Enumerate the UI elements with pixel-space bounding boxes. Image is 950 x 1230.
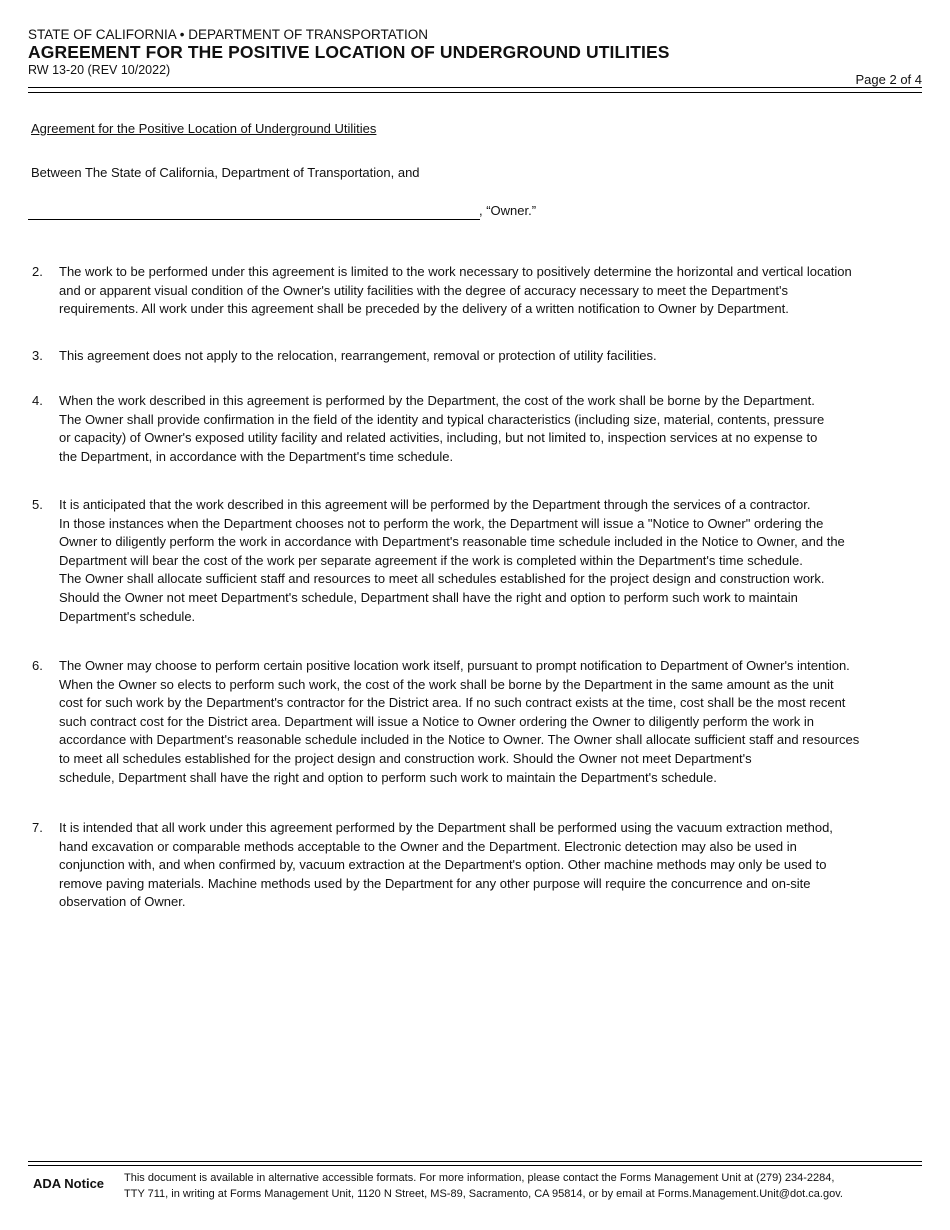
header-divider-top xyxy=(28,87,922,88)
footer-divider-bottom xyxy=(28,1165,922,1166)
clause-number: 6. xyxy=(32,658,43,673)
clause-number: 2. xyxy=(32,264,43,279)
header-divider-bottom xyxy=(28,92,922,93)
owner-name-field[interactable] xyxy=(28,219,480,220)
agreement-title: Agreement for the Positive Location of Underground Utilities xyxy=(31,121,377,136)
clause-3 xyxy=(28,347,924,366)
clause-number: 5. xyxy=(32,497,43,512)
between-statement: Between The State of California, Department of Transportation, and xyxy=(31,165,420,180)
clause-7 xyxy=(28,819,924,912)
clause-number: 4. xyxy=(32,393,43,408)
owner-label: , “Owner.” xyxy=(479,203,537,218)
form-number: RW 13-20 (REV 10/2022) xyxy=(28,63,171,77)
clause-6 xyxy=(28,657,924,787)
ada-notice-text: This document is available in alternative accessible formats. For more information, please contact the Forms Management Unit at (279) 234-2284, TTY 711, in writing at Forms Management Unit, 1120 N Street, MS-89, Sacramento, CA 95814, or by email at Forms.Management.Unit@dot.ca.gov. xyxy=(124,1172,843,1200)
clause-text: This agreement does not apply to the relocation, rearrangement, removal or protection of utility facilities. xyxy=(59,348,657,363)
clause-text: It is intended that all work under this agreement performed by the Department shall be performed using the vacuum extraction method, hand excavation or comparable methods acceptable to the Owner and the Department. Electronic detection may also be used in conjunction with, and when confirmed by, vacuum extraction at the Department's option. Other machine methods may only be used to remove paving materials. Machine methods used by the Department for any other purpose will require the concurrence and on-site observation of Owner. xyxy=(59,820,833,910)
footer-divider-top xyxy=(28,1161,922,1162)
form-header xyxy=(28,27,922,87)
clause-text: It is anticipated that the work described in this agreement will be performed by the Department through the services of a contractor. In those instances when the Department chooses not to perform the work, the Department will issue a "Notice to Owner" ordering the Owner to diligently perform the work in accordance with Department's reasonable time schedule included in the Notice to Owner, and the Department will bear the cost of the work per separate agreement if the work is completed within the Department's time schedule. The Owner shall allocate sufficient staff and resources to meet all schedules established for the project design and construction work. Should the Owner not meet Department's schedule, Department shall have the right and option to perform such work to maintain Department's schedule. xyxy=(59,497,845,624)
clause-text: The Owner may choose to perform certain positive location work itself, pursuant to prompt notification to Department of Owner's intention. When the Owner so elects to perform such work, the cost of the work shall be borne by the Department in the same amount as the unit cost for such work by the Department's contractor for the District area. If no such contract exists at the time, cost shall be the most recent such contract cost for the District area. Department will issue a Notice to Owner ordering the Owner to diligently perform the work in accordance with Department's reasonable schedule included in the Notice to Owner. The Owner shall allocate sufficient staff and resources to meet all schedules established for the project design and construction work. Should the Owner not meet Department's schedule, Department shall have the right and option to perform such work to maintain the Department's schedule. xyxy=(59,658,860,785)
form-title: AGREEMENT FOR THE POSITIVE LOCATION OF UNDERGROUND UTILITIES xyxy=(28,42,670,62)
page-number: Page 2 of 4 xyxy=(855,72,922,87)
ada-notice-label: ADA Notice xyxy=(33,1176,105,1191)
clause-2 xyxy=(28,263,924,319)
clause-5 xyxy=(28,496,924,626)
clause-text: The work to be performed under this agreement is limited to the work necessary to positively determine the horizontal and vertical location and or apparent visual condition of the Owner's utility facilities with the degree of accuracy necessary to meet the Department's requirements. All work under this agreement shall be preceded by the delivery of a written notification to Owner by Department. xyxy=(59,264,852,317)
clause-text: When the work described in this agreement is performed by the Department, the cost of the work shall be borne by the Department. The Owner shall provide confirmation in the field of the identity and typical characteristics (including size, material, contents, pressure or capacity) of Owner's exposed utility facility and related activities, including, but not limited to, inspection services at no expense to the Department, in accordance with the Department's time schedule. xyxy=(59,393,825,464)
agency-name: STATE OF CALIFORNIA • DEPARTMENT OF TRANSPORTATION xyxy=(28,27,429,42)
clause-number: 7. xyxy=(32,820,43,835)
clause-number: 3. xyxy=(32,348,43,363)
clause-4 xyxy=(28,392,924,466)
